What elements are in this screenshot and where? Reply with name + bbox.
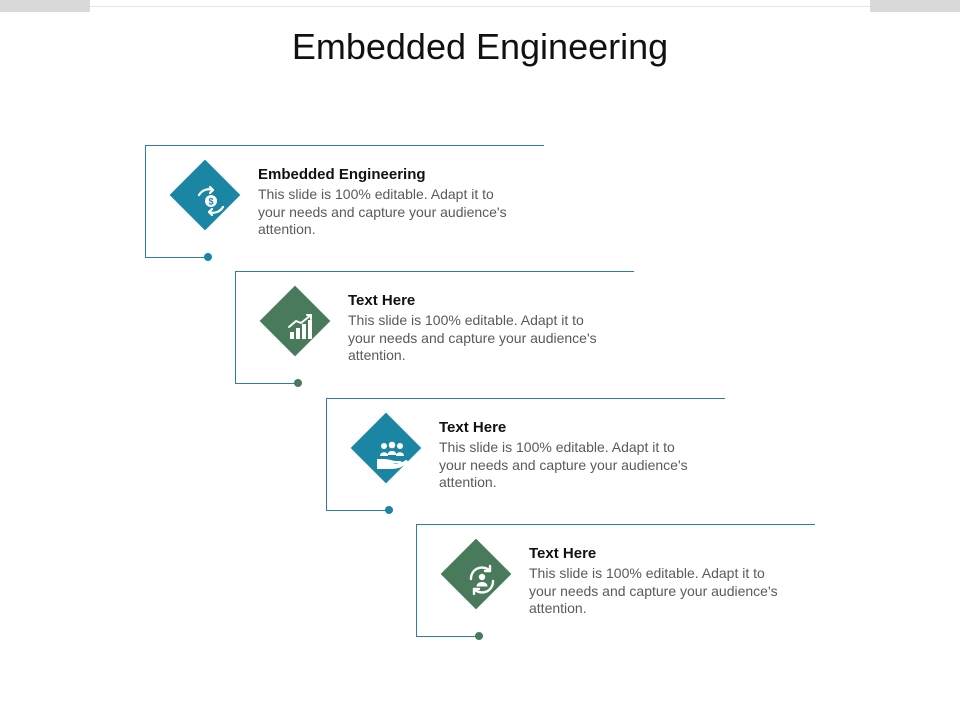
connector-dot <box>294 379 302 387</box>
growth-chart-icon <box>278 304 324 350</box>
step-1 <box>145 145 545 257</box>
corner-tab-right <box>870 0 960 12</box>
step-body: This slide is 100% editable. Adapt it to your needs and capture your audience's attention. <box>348 312 597 363</box>
connector-dot <box>475 632 483 640</box>
connector-dot <box>204 253 212 261</box>
team-hand-icon <box>369 431 415 477</box>
slide-title: Embedded Engineering <box>291 26 669 67</box>
step-body: This slide is 100% editable. Adapt it to your needs and capture your audience's attention. <box>439 439 688 490</box>
money-hand-icon <box>188 178 234 224</box>
step-3 <box>326 398 726 510</box>
step-body: This slide is 100% editable. Adapt it to your needs and capture your audience's attention. <box>529 565 778 616</box>
top-rule <box>90 6 870 7</box>
step-2 <box>235 271 635 383</box>
step-4 <box>416 524 816 636</box>
svg-text:$: $ <box>208 196 214 207</box>
step-body: This slide is 100% editable. Adapt it to your needs and capture your audience's attention. <box>258 186 507 237</box>
step-heading: Text Here <box>529 545 597 562</box>
user-cycle-icon <box>459 557 505 603</box>
corner-tab-left <box>0 0 90 12</box>
step-heading: Text Here <box>439 419 507 436</box>
step-heading: Embedded Engineering <box>258 166 426 183</box>
connector-dot <box>385 506 393 514</box>
step-heading: Text Here <box>348 292 416 309</box>
